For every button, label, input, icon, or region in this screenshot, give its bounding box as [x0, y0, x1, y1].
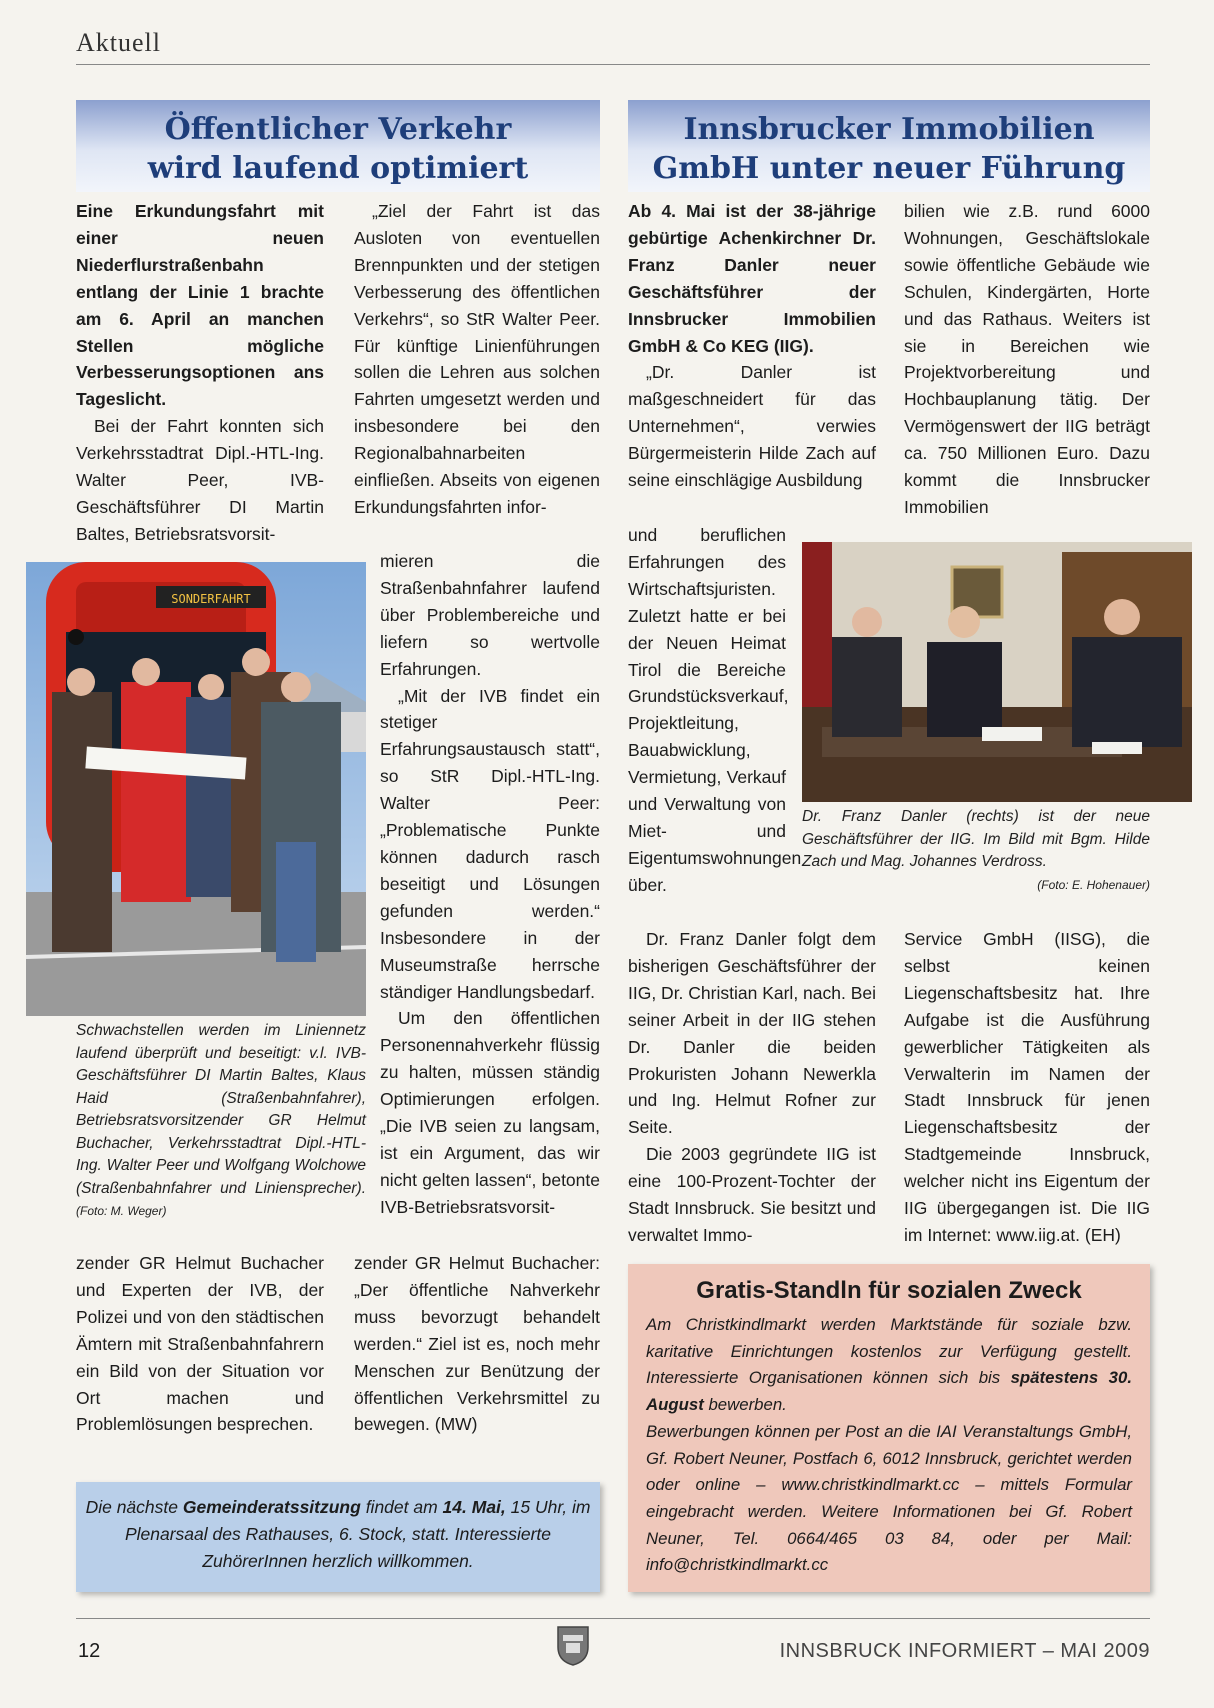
article2-col2-top	[904, 198, 1150, 521]
article2-col2-top-text: bilien wie z.B. rund 6000 Wohnungen, Geschäftslokale sowie öffentliche Gebäude wie Schulen, Kindergärten, Horte und das Rathaus. Weiters ist sie in Bereichen wie Projektvorbereitung und Hochbauplanung tätig. Der Vermögenswert der IIG beträgt ca. 750 Millionen Euro. Dazu kommt die Innsbrucker Immobilien	[904, 201, 1150, 517]
article2-title-line1: Innsbrucker Immobilien	[683, 112, 1095, 147]
article2-photo-credit: (Foto: E. Hohenauer)	[1037, 877, 1150, 892]
article1-col2-bottom	[354, 1250, 600, 1438]
article1-quote1: „Ziel der Fahrt ist das Ausloten von eventuellen Brennpunkten und der stetigen Verbesserung des öffentlichen Verkehrs“, so StR Walter Peer. Für künftige Linienführungen sollen die Lehren aus solchen Fahrten umgesetzt werden und insbesondere bei den Regionalbahnarbeiten einfließen. Abseits von eigenen Erkundungsfahrten infor-	[354, 201, 600, 517]
article1-paragraph3: Um den öffentlichen Personennahverkehr flüssig zu halten, müssen ständig Optimierungen erfolgen. „Die IVB seien zu langsam, ist ein Argument, das wir nicht gelten lassen“, betonte IVB-Betriebsratsvorsit-	[380, 1008, 600, 1217]
notice-body-1: Am Christkindlmarkt werden Marktstände für soziale bzw. karitative Einrichtungen kostenlos zur Verfügung gestellt. Interessierte Organisationen können sich bis	[646, 1315, 1132, 1388]
notice-body-3: Bewerbungen können per Post an die IAI Veranstaltungs GmbH, Gf. Robert Neuner, Postfach 6, 6012 Innsbruck, gerichtet werden oder online – www.christkindlmarkt.cc – mittels Formular eingebracht werden. Weitere Informationen bei Gf. Robert Neuner, Tel. 0664/465 03 84, oder per Mail: info@christkindlmarkt.cc	[646, 1421, 1132, 1575]
bottom-divider	[76, 1618, 1150, 1619]
notice-title: Gratis-Standln für sozialen Zweck	[696, 1277, 1082, 1304]
notice-deadline: spätestens 30. August	[646, 1368, 1132, 1415]
article1-caption-text: Schwachstellen werden im Liniennetz laufend überprüft und beseitigt: v.l. IVB-Geschäftsführer DI Martin Baltes, Klaus Haid (Straßenbahnfahrer), Betriebsratsvorsitzender GR Helmut Buchacher, Verkehrsstadtrat Dipl.-HTL-Ing. Walter Peer und Wolfgang Wolchowe (Straßenbahnfahrer und Liniensprecher).	[76, 1022, 366, 1197]
article1-lead: Eine Erkundungsfahrt mit einer neuen Niederflurstraßenbahn entlang der Linie 1 brachte am 6. April an manchen Stellen mögliche Verbesserungsoptionen ans Tageslicht.	[76, 201, 324, 410]
article2-quote-continued: und beruflichen Erfahrungen des Wirtschaftsjuristen. Zuletzt hatte er bei der Neuen Heimat Tirol die Bereiche Grundstücksverkauf, Projektleitung, Bauabwicklung, Vermietung, Verkauf und Verwaltung von Miet- und Eigentumswohnungen über.	[628, 525, 802, 895]
notice-text-2: findet am	[360, 1497, 443, 1517]
notice-text-1: Die nächste	[85, 1497, 183, 1517]
article2-col2-bottom	[904, 926, 1150, 1249]
notice-body-2: bewerben.	[703, 1395, 787, 1415]
article1-title-line1: Öffentlicher Verkehr	[164, 112, 512, 147]
article1-paragraph1-end: zender GR Helmut Buchacher und Experten der IVB, der Polizei und von den städtischen Ämtern mit Straßenbahnfahrern ein Bild von der Situation vor Ort machen und Problemlösungen besprechen.	[76, 1253, 324, 1435]
article1-col2-end: zender GR Helmut Buchacher: „Der öffentliche Nahverkehr muss bevorzugt behandelt werden.“ Ziel ist es, noch mehr Menschen zur Benützung der öffentlichen Verkehrsmittel zu bewegen. (MW)	[354, 1253, 600, 1435]
article2-caption	[802, 806, 1150, 896]
article1-col1-bottom	[76, 1250, 324, 1438]
christkindlmarkt-notice	[628, 1264, 1150, 1592]
notice-bold-1: Gemeinderatssitzung	[182, 1497, 361, 1517]
article2-lead: Ab 4. Mai ist der 38-jährige gebürtige Achenkirchner Dr. Franz Danler neuer Geschäftsführer der Innsbrucker Immobilien GmbH & Co KEG (IIG).	[628, 201, 876, 356]
notice-bold-2: 14. Mai,	[442, 1497, 506, 1517]
article1-col2-top	[354, 198, 600, 521]
article2-col1-mid	[628, 522, 802, 899]
article2-headline	[628, 100, 1150, 192]
notice-body	[646, 1312, 1132, 1579]
article2-col2-bottom-text: Service GmbH (IISG), die selbst keinen Liegenschaftsbesitz hat. Ihre Aufgabe ist die Ausführung gewerblicher Tätigkeiten als Verwalterin im Namen der Stadt Innsbruck für jenen Liegenschaftsbesitz der Stadtgemeinde Innsbruck, welcher nicht ins Eigentum der IIG übergegangen ist. Die IIG im Internet: www.iig.at. (EH)	[904, 929, 1150, 1245]
article2-paragraph3: Dr. Franz Danler folgt dem bisherigen Geschäftsführer der IIG, Dr. Christian Karl, nach. Bei seiner Arbeit in der IIG stehen Dr. Danler die beiden Prokuristen Johann Newerkla und Ing. Helmut Rofner zur Seite.	[628, 929, 877, 1138]
city-crest-icon	[556, 1625, 590, 1667]
notice-text-3: 15 Uhr, im Plenarsaal des Rathauses, 6. Stock, statt. Interessierte ZuhörerInnen herzlich willkommen.	[124, 1497, 591, 1571]
article2-col1-top	[628, 198, 876, 494]
page-number: 12	[78, 1640, 101, 1662]
section-label: Aktuell	[76, 28, 161, 57]
council-meeting-notice	[76, 1482, 600, 1592]
tram-destination-sign: SONDERFAHRT	[171, 592, 251, 606]
article2-paragraph4: Die 2003 gegründete IIG ist eine 100-Prozent-Tochter der Stadt Innsbruck. Sie besitzt und verwaltet Immo-	[628, 1144, 876, 1245]
article1-col2-mid-text: mieren die Straßenbahnfahrer laufend über Problembereiche und liefern so wertvolle Erfahrungen.	[380, 551, 600, 679]
article1-photo-credit: (Foto: M. Weger)	[76, 1204, 167, 1218]
publication-info: INNSBRUCK INFORMIERT – MAI 2009	[779, 1640, 1150, 1662]
article1-quote2: „Mit der IVB findet ein stetiger Erfahrungsaustausch statt“, so StR Dipl.-HTL-Ing. Walter Peer: „Problematische Punkte können dadurch rasch beseitigt und Lösungen gefunden werden.“ Insbesondere in der Museumstraße herrsche ständiger Handlungsbedarf.	[380, 685, 600, 1002]
article1-col1-top	[76, 198, 324, 548]
article1-caption	[76, 1020, 366, 1223]
board-meeting-photo	[802, 542, 1192, 802]
tram-photo	[26, 562, 366, 1016]
article1-headline	[76, 100, 600, 192]
article2-title-line2: GmbH unter neuer Führung	[652, 151, 1126, 186]
article2-col1-bottom	[628, 926, 876, 1249]
article1-col2-mid	[380, 548, 600, 1221]
article1-title-line2: wird laufend optimiert	[147, 151, 529, 186]
top-divider	[76, 64, 1150, 65]
article1-paragraph1: Bei der Fahrt konnten sich Verkehrsstadtrat Dipl.-HTL-Ing. Walter Peer, IVB-Geschäftsführer DI Martin Baltes, Betriebsratsvorsit-	[76, 416, 324, 544]
article2-quote: „Dr. Danler ist maßgeschneidert für das Unternehmen“, verwies Bürgermeisterin Hilde Zach auf seine einschlägige Ausbildung	[628, 362, 876, 491]
article2-caption-text: Dr. Franz Danler (rechts) ist der neue Geschäftsführer der IIG. Im Bild mit Bgm. Hilde Zach und Mag. Johannes Verdross.	[802, 808, 1150, 870]
